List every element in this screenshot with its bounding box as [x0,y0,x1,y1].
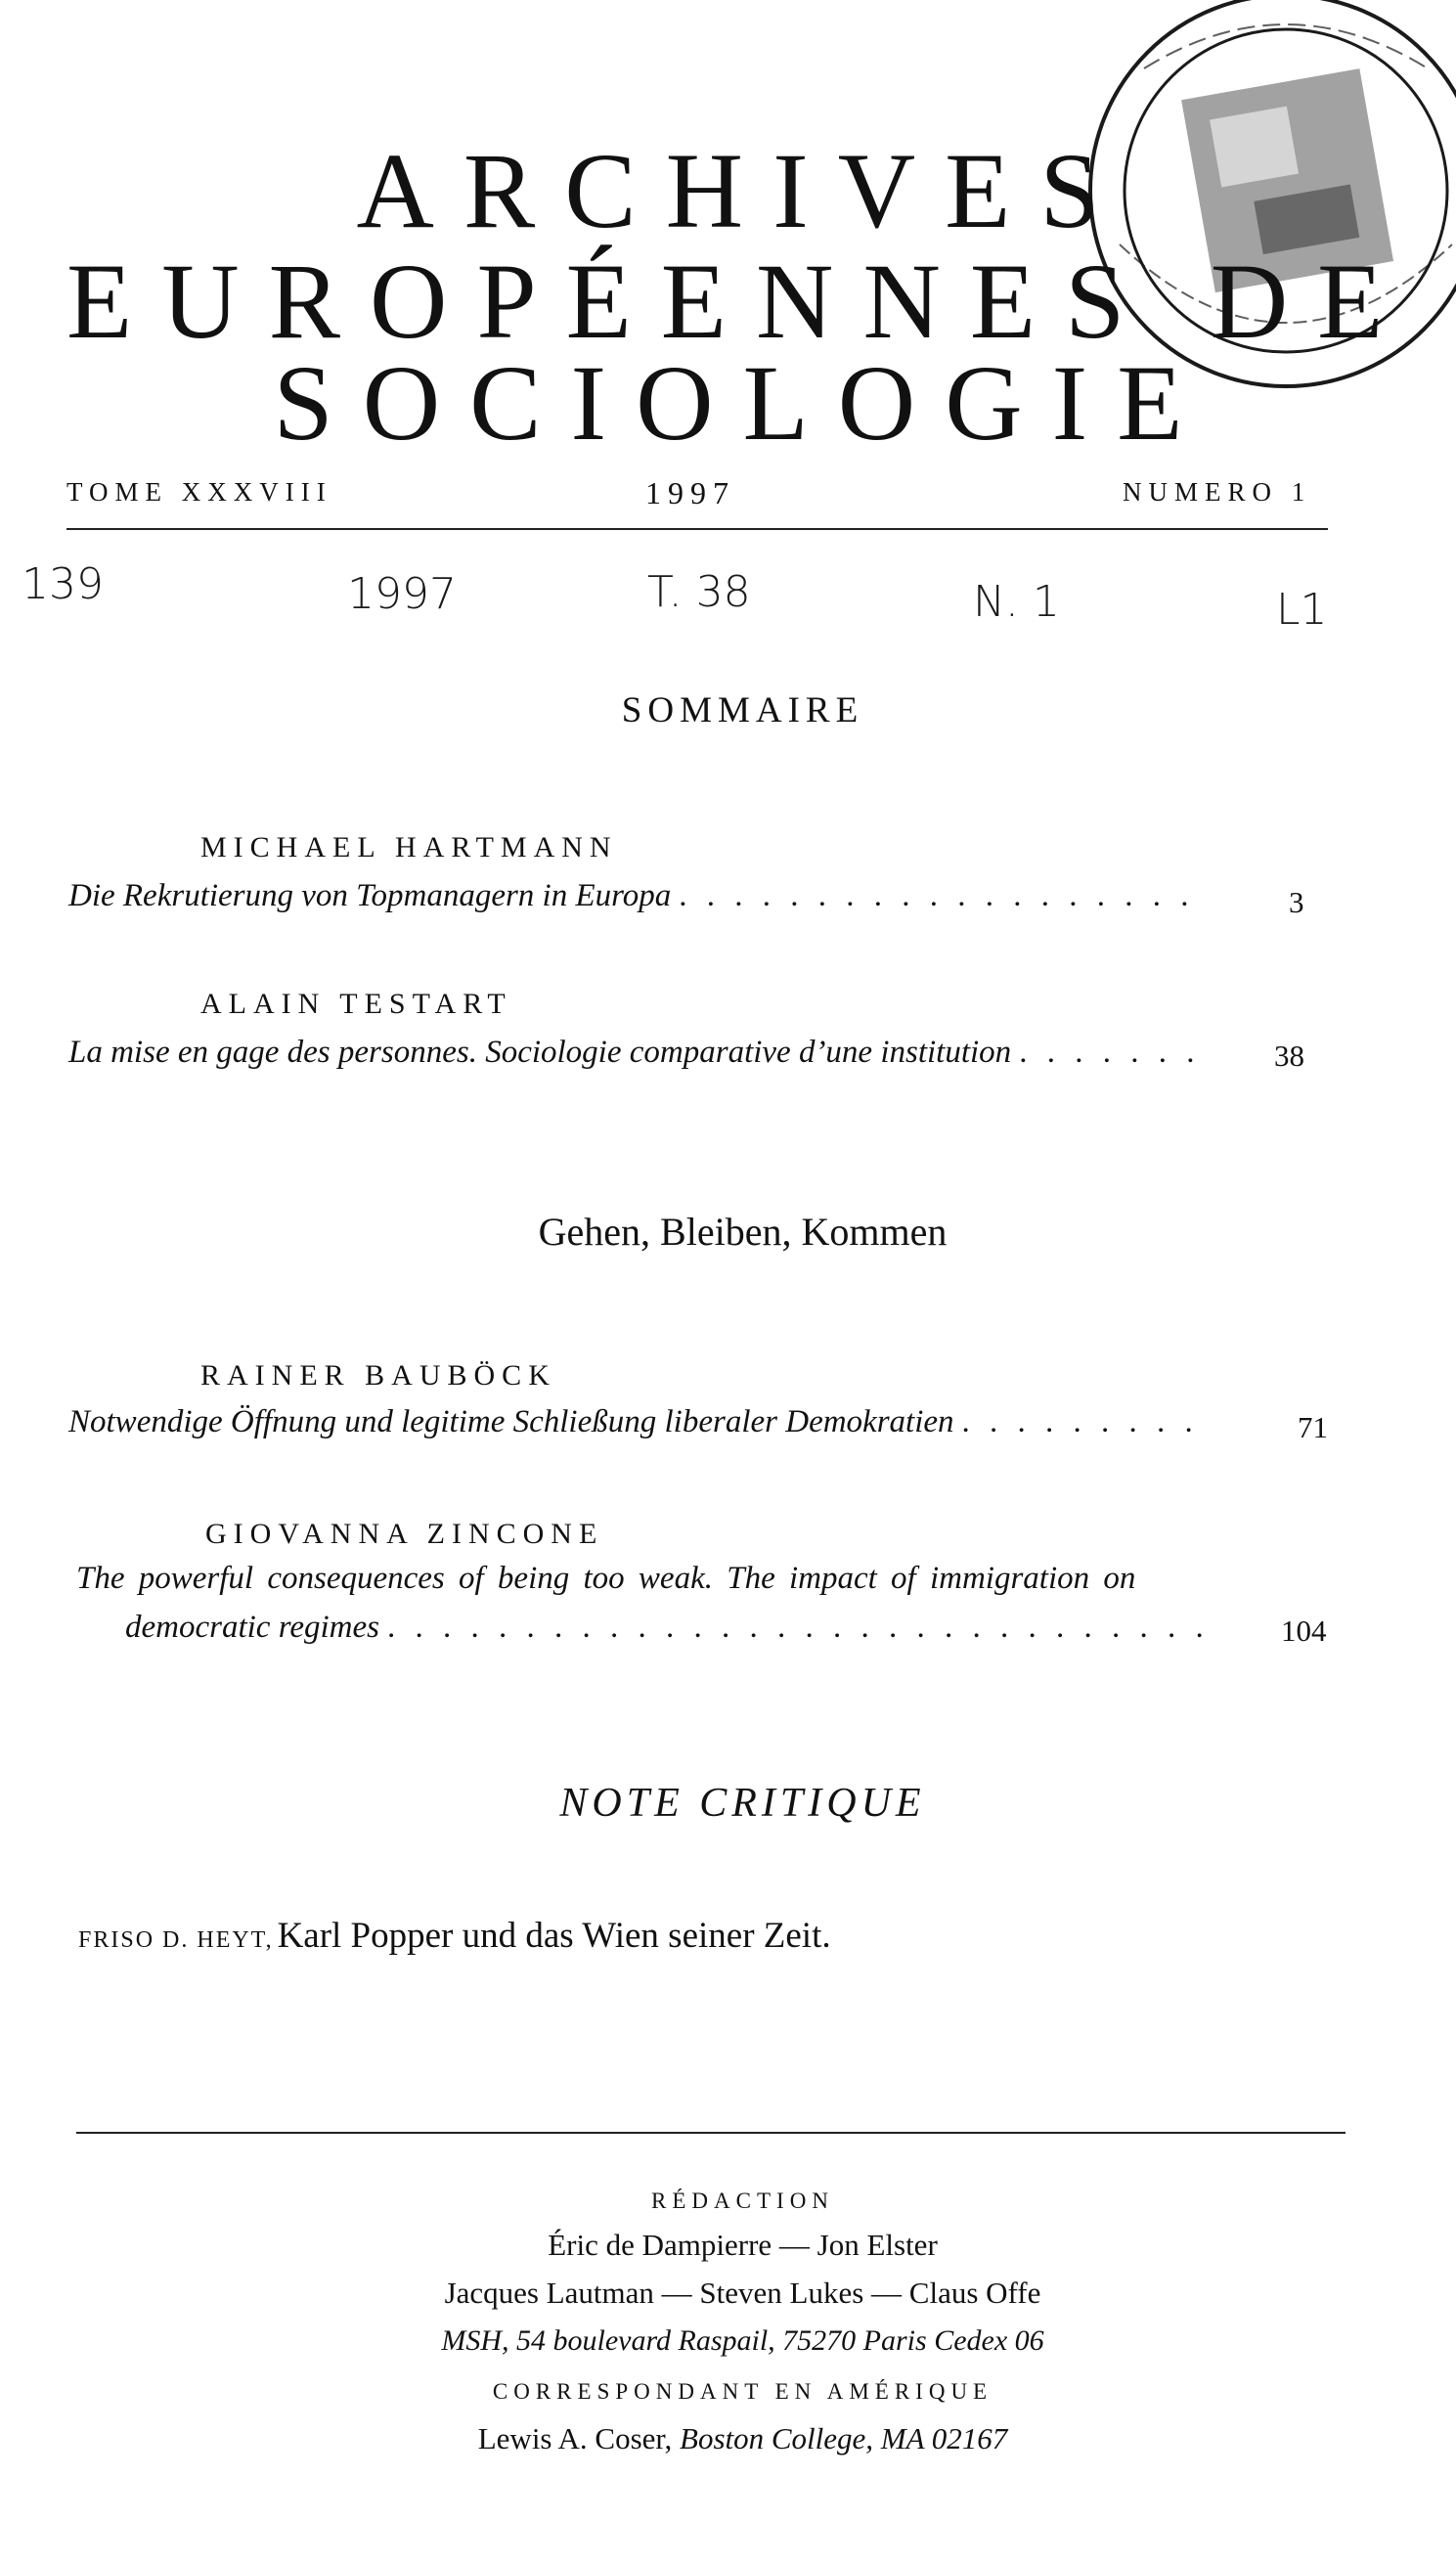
note-critique-heading: NOTE CRITIQUE [559,1781,926,1826]
article-author: MICHAEL HARTMANN [200,831,618,863]
note-critique-author: FRISO D. HEYT, [78,1927,274,1953]
handwritten-code: 139 [22,559,104,609]
article-author: RAINER BAUBÖCK [200,1359,556,1392]
note-critique-title: Karl Popper und das Wien seiner Zeit. [277,1916,831,1956]
article-page: 104 [1281,1614,1327,1648]
footer-rule [76,2132,1346,2134]
handwritten-tome: T. 38 [647,567,751,617]
article-title: democratic regimes [125,1610,379,1645]
sommaire-heading: SOMMAIRE [621,690,864,730]
article-page: 71 [1298,1410,1328,1444]
masthead-rule [66,528,1328,530]
issue-year: 1997 [645,475,735,510]
article-author: ALAIN TESTART [200,988,512,1020]
article-title: La mise en gage des personnes. Sociologie comparative d’une institution [68,1035,1012,1070]
handwritten-year: 1997 [347,569,457,619]
masthead-line3: SOCIOLOGIE [273,343,1213,463]
masthead-line1: ARCHIVES [356,131,1129,250]
handwritten-mark: L1 [1276,585,1328,635]
dot-leader [1019,1035,1207,1071]
article-title: Notwendige Öffnung und legitime Schließung liberaler Demokratien [68,1404,954,1439]
correspondant-heading: CORRESPONDANT EN AMÉRIQUE [492,2379,993,2404]
article-entry[interactable] [68,1035,1214,1071]
article-entry[interactable] [68,878,1214,914]
issue-numero: NUMERO 1 [1123,477,1312,507]
issue-tome: TOME XXXVIII [66,477,332,507]
correspondant-place: Boston College, MA 02167 [680,2421,1008,2455]
correspondant-line [0,2421,1456,2456]
dot-leader [962,1404,1207,1440]
section-heading: Gehen, Bleiben, Kommen [538,1210,948,1254]
article-title-line1[interactable]: The powerful consequences of being too weak. The impact of immigration on [76,1561,1136,1596]
article-entry[interactable] [68,1404,1214,1440]
article-entry[interactable] [125,1610,1220,1646]
article-author: GIOVANNA ZINCONE [205,1518,604,1550]
note-critique-entry[interactable] [78,1915,831,1957]
dot-leader [679,878,1207,914]
redaction-address: MSH, 54 boulevard Raspail, 75270 Paris Cedex 06 [441,2324,1044,2357]
dot-leader [387,1610,1213,1646]
redaction-heading: RÉDACTION [651,2189,834,2213]
redaction-line1: Éric de Dampierre — Jon Elster [548,2228,938,2262]
handwritten-number: N. 1 [973,577,1060,627]
article-page: 38 [1274,1039,1304,1073]
redaction-line2: Jacques Lautman — Steven Lukes — Claus Offe [444,2276,1041,2310]
correspondant-name: Lewis A. Coser, [477,2421,673,2455]
article-title: Die Rekrutierung von Topmanagern in Europa [68,878,672,913]
article-page: 3 [1289,885,1304,919]
masthead-line2: EUROPÉENNES DE [66,242,1413,361]
